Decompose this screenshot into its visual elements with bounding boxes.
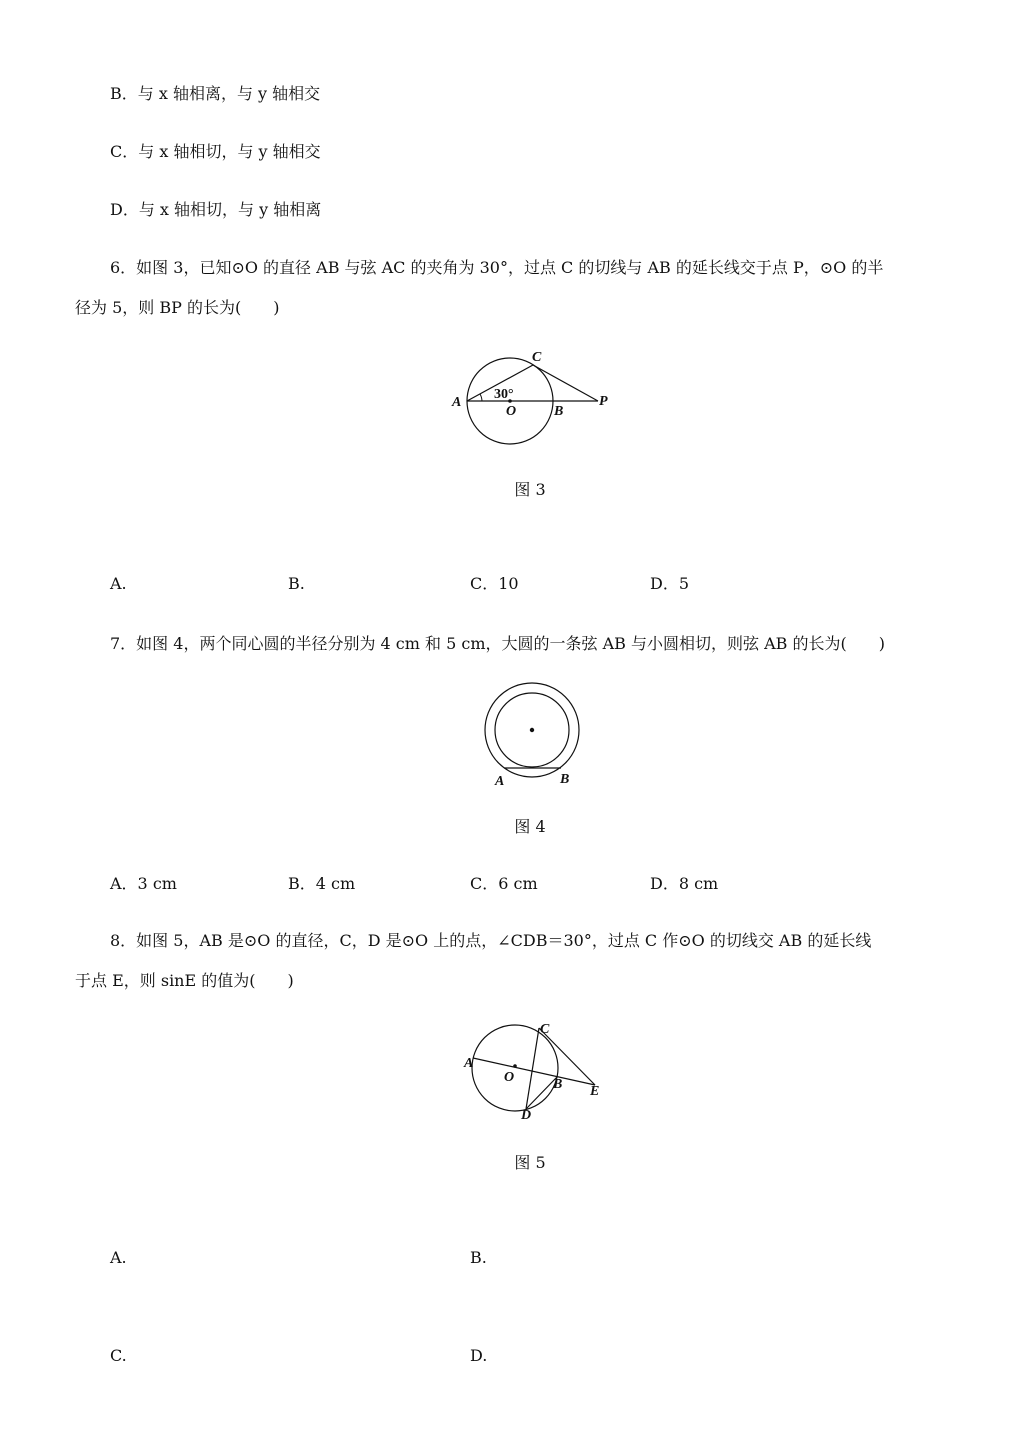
q6-option-a: A. [110, 574, 127, 593]
q7-option-b: B．4 cm [288, 874, 356, 893]
q8-option-d: D. [470, 1346, 488, 1365]
q6-option-d: D．5 [650, 574, 690, 593]
figure-3-label-o: O [506, 404, 517, 419]
q7-option-c: C．6 cm [470, 874, 538, 893]
figure-4-center-dot [530, 728, 534, 732]
q7-option-a: A．3 cm [110, 874, 177, 893]
figure-5-caption: 图 5 [514, 1153, 546, 1172]
figure-5-label-e: E [590, 1084, 600, 1099]
q8-option-b: B. [470, 1248, 487, 1267]
figure-5-center-dot [513, 1064, 517, 1068]
q5-option-c: C．与 x 轴相切，与 y 轴相交 [110, 142, 321, 161]
figure-3-label-a: A [452, 395, 462, 410]
q8-stem-line2: 于点 E，则 sinE 的值为( ) [75, 971, 294, 990]
figure-3-caption: 图 3 [514, 480, 546, 499]
q7-option-d: D．8 cm [650, 874, 719, 893]
figure-5-label-o: O [504, 1070, 515, 1085]
figure-5-label-b: B [553, 1077, 563, 1092]
q6-stem-line1: 6．如图 3，已知⊙O 的直径 AB 与弦 AC 的夹角为 30°，过点 C 的切线与 AB 的延长线交于点 P，⊙O 的半 [110, 258, 884, 277]
figure-4-caption: 图 4 [514, 817, 546, 836]
q6-stem-line2: 径为 5，则 BP 的长为( ) [75, 298, 280, 317]
q8-stem-line1: 8．如图 5，AB 是⊙O 的直径，C，D 是⊙O 上的点，∠CDB＝30°，过点 C 作⊙O 的切线交 AB 的延长线 [110, 931, 872, 950]
figure-5-label-a: A [464, 1056, 474, 1071]
figure-3 [440, 340, 620, 450]
figure-3-label-c: C [532, 350, 542, 365]
figure-3-angle-arc [480, 394, 482, 401]
q7-stem: 7．如图 4，两个同心圆的半径分别为 4 cm 和 5 cm，大圆的一条弦 AB 与小圆相切，则弦 AB 的长为( ) [110, 634, 885, 653]
figure-3-label-b: B [554, 404, 564, 419]
q5-option-d: D．与 x 轴相切，与 y 轴相离 [110, 200, 322, 219]
q6-option-c: C．10 [470, 574, 519, 593]
figure-3-label-p: P [599, 394, 608, 409]
figure-3-tangent-cp [533, 365, 598, 401]
figure-4 [470, 680, 590, 790]
figure-5-label-c: C [540, 1022, 550, 1037]
q6-option-b: B. [288, 574, 305, 593]
figure-4-label-a: A [495, 774, 505, 789]
q8-option-a: A. [110, 1248, 127, 1267]
figure-5 [455, 1015, 615, 1130]
figure-4-label-b: B [560, 772, 570, 787]
figure-3-angle-label: 30° [494, 387, 514, 402]
q8-option-c: C. [110, 1346, 127, 1365]
figure-5-label-d: D [521, 1108, 532, 1123]
q5-option-b: B．与 x 轴相离，与 y 轴相交 [110, 84, 321, 103]
figure-5-circle [472, 1025, 558, 1111]
